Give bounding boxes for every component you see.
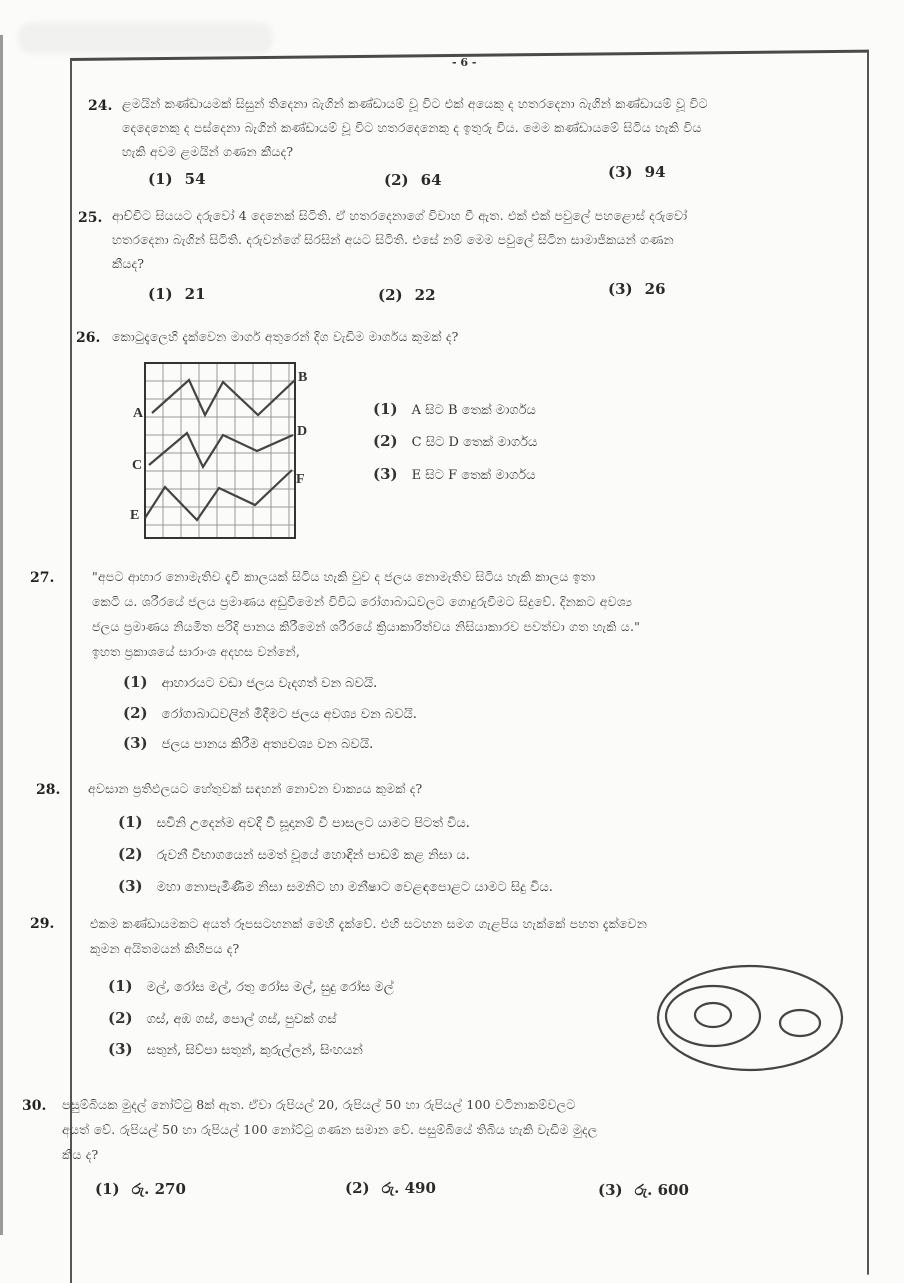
option-3: (3) 26 (608, 280, 666, 298)
option-2: (2) ගස්, අඹ ගස්, පොල් ගස්, පුවක් ගස් (108, 1009, 337, 1027)
question-line: ඉහත ප්‍රකාශයේ සාරාංශ අදහස වන්නේ, (92, 644, 300, 659)
question-number: 29. (30, 916, 55, 932)
point-label-e: E (130, 508, 140, 523)
option-3: (3) ජලය පානය කිරීම අත්‍යවශ්‍ය වන බවයි. (123, 734, 374, 752)
question-number: 30. (22, 1098, 47, 1114)
question-number: 26. (76, 330, 101, 346)
option-3: (3) මහා නොපැමිණීම නිසා සමනිට හා මනීෂාට වෙළඳපොළට යාමට සිදු විය. (118, 877, 553, 895)
point-label-d: D (297, 424, 308, 439)
nested-ellipses-diagram (650, 963, 850, 1073)
question-number: 27. (30, 570, 55, 586)
question-line: ජලය ප්‍රමාණය නියමිත පරිදි පානය කිරීමෙන් ශරීරයේ ක්‍රියාකාරිත්වය නිසියාකාරව පවත්වා ගත හැකි ය." (92, 619, 641, 634)
question-number: 25. (78, 210, 103, 226)
photo-edge (0, 35, 3, 1235)
option-2: (2) 22 (378, 286, 436, 304)
question-number: 28. (36, 782, 61, 798)
question-line: ආච්චිට සියයට දරුවෝ 4 දෙනෙක් සිටිති. ඒ හතරදෙනාගේ විවාහ වී ඇත. එක් එක් පවුලේ පහළොස් දරුවෝ (112, 208, 688, 223)
option-1: (1) A සිට B තෙක් මාර්ගය (373, 400, 536, 418)
option-1: (1) 54 (148, 170, 206, 188)
grid-paths-diagram (130, 355, 320, 550)
question-line: අවසාන ප්‍රතිඵලයට හේතුවක් සඳහන් නොවන වාක්‍යය කුමක් ද? (88, 781, 423, 796)
question-line: කෙටි ය. ශරීරයේ ජලය ප්‍රමාණය අඩුවීමෙන් විවිධ රෝගාබාධවලට ගොදුරුවීමට සිදුවේ. දිනකට අවශ්‍ය (92, 594, 633, 609)
question-line: හතරදෙනා බැගින් සිටිති. දරුවන්ගේ සිරසින් අයට සිටිති. එසේ නම් මෙම පවුලේ සිටින සාමාජිකයන් ගණන (112, 232, 674, 247)
point-label-a: A (133, 406, 144, 421)
question-number: 24. (88, 98, 113, 114)
question-line: එකම කණ්ඩායමකට අයත් රූපසටහනක් මෙහි දැක්වේ. එහි සටහන සමග ගැළපිය හැක්කේ පහත දැක්වෙන (90, 916, 648, 931)
question-line: ළමයින් කණ්ඩායමක් සිසුන් තිදෙනා බැගින් කණ්ඩායම් වූ විට එක් අයෙකු ද හතරදෙනා බැගින් කණ්ඩායම් වූ විට (122, 96, 708, 111)
option-2: (2) 64 (384, 171, 442, 189)
option-1: (1) සවිනි උදෙන්ම අවදි වී සූදානම් වී පාසලට යාමට පිටත් විය. (118, 813, 470, 831)
question-line: දෙදෙනෙකු ද පස්දෙනා බැගින් කණ්ඩායම් වූ විට හතරදෙනෙකු ද ඉතුරු විය. මෙම කණ්ඩායමේ සිටිය හැකි විය (122, 120, 702, 135)
option-3: (3) 94 (608, 163, 666, 181)
option-1: (1) ආහාරයට වඩා ජලය වැදගත් වන බවයි. (123, 673, 378, 691)
option-1: (1) 21 (148, 285, 206, 303)
question-line: කුමන අයිතමයන් කිහිපය ද? (90, 941, 240, 956)
option-1: (1) මල්, රෝස මල්, රතු රෝස මල්, සුදු රෝස මල් (108, 977, 394, 995)
question-line: අයත් වේ. රුපියල් 50 හා රුපියල් 100 නෝට්ටු ගණන සමාන වේ. පසුම්බියේ තිබිය හැකි වැඩිම මුදල (62, 1122, 598, 1137)
question-line: "අපට ආහාර නොමැතිව දැවී කාලයක් සිටිය හැකි වුව ද ජලය නොමැතිව සිටිය හැකි කාලය ඉතා (92, 569, 596, 584)
question-line: හැකි අවම ළමයින් ගණන කීයද? (122, 144, 294, 159)
redaction-smudge (18, 22, 273, 54)
option-3: (3) සතුන්, සිව්පා සතුන්, කුරුල්ලන්, සිංහයන් (108, 1040, 363, 1058)
point-label-b: B (298, 370, 308, 385)
option-1: (1) රු. 270 (95, 1180, 186, 1198)
point-label-c: C (132, 458, 143, 473)
question-line: කීයද? (112, 256, 145, 271)
option-3: (3) E සිට F තෙක් මාර්ගය (373, 465, 536, 483)
option-2: (2) රු. 490 (345, 1179, 436, 1197)
option-2: (2) රෝගාබාධවලින් මිදීමට ජලය අවශ්‍ය වන බවයි. (123, 704, 417, 722)
option-2: (2) රුවනී විභාගයෙන් සමත් වූයේ හොඳින් පාඩම් කළ නිසා ය. (118, 845, 470, 863)
option-3: (3) රු. 600 (598, 1181, 689, 1199)
question-line: පසුම්බියක මුදල් නෝට්ටු 8ක් ඇත. ඒවා රුපියල් 20, රුපියල් 50 හා රුපියල් 100 වටිනාකම්වලට (62, 1097, 576, 1112)
point-label-f: F (296, 472, 305, 487)
option-2: (2) C සිට D තෙක් මාර්ගය (373, 432, 538, 450)
page-number: - 6 - (452, 56, 477, 69)
question-line: කොටුදැලෙහි දැක්වෙන මාර්ග අතුරෙන් දිග වැඩිම මාර්ගය කුමක් ද? (112, 329, 459, 344)
question-line: කීය ද? (62, 1147, 99, 1162)
